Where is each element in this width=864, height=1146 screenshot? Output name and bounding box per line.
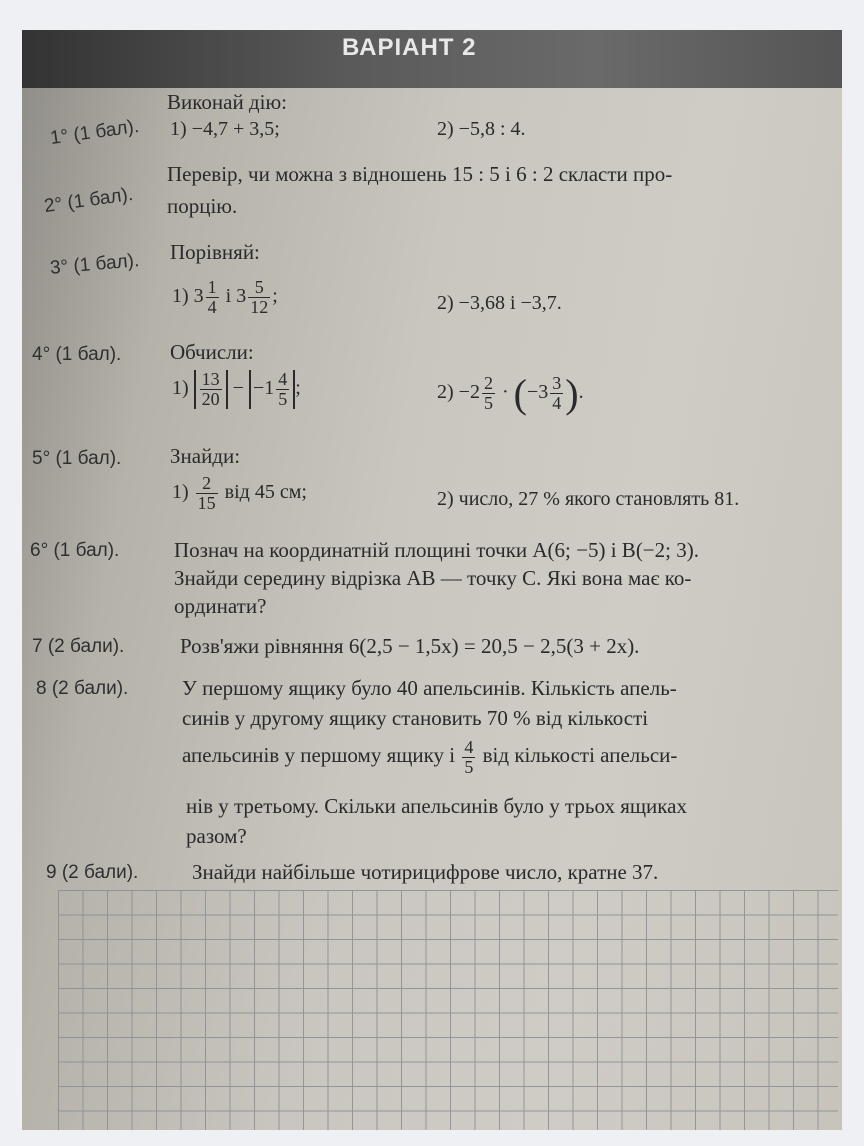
task-number: 2° (1 бал). — [42, 183, 135, 218]
part-label: 1) — [172, 376, 194, 399]
task-text-line-2: порцію. — [167, 194, 238, 218]
task-text-line-5: разом? — [186, 824, 247, 848]
numerator: 2 — [483, 373, 493, 394]
task-number: 8 (2 бали). — [36, 678, 129, 699]
fraction — [462, 738, 475, 777]
task-part-1: 1) −4,7 + 3,5; — [170, 118, 280, 140]
denominator: 12 — [250, 296, 269, 317]
fraction — [200, 370, 222, 409]
operator: − — [227, 376, 249, 399]
task-text: Виконай дію: — [167, 90, 287, 114]
denominator: 5 — [483, 393, 493, 413]
mixed-whole: −1 — [252, 376, 275, 399]
task-part-2: 2) −5,8 : 4. — [437, 118, 526, 140]
numerator: 13 — [201, 369, 220, 389]
connector: і 3 — [220, 284, 247, 307]
numerator: 5 — [248, 278, 270, 298]
task-text-line-1: У першому ящику було 40 апельсинів. Кількість апель- — [182, 676, 677, 700]
denominator: 5 — [278, 388, 288, 409]
task-part-1 — [172, 278, 278, 317]
part-text: від 45 см; — [219, 480, 307, 503]
task-text: Порівняй: — [170, 240, 260, 264]
variant-banner — [22, 30, 842, 88]
denominator: 4 — [207, 296, 217, 317]
fraction — [276, 370, 289, 409]
task-part-2: 2) число, 27 % якого становлять 81. — [437, 488, 740, 510]
numerator: 4 — [464, 737, 474, 757]
task-number: 7 (2 бали). — [32, 636, 125, 657]
task-text-line-3: ординати? — [174, 594, 267, 618]
fraction — [550, 374, 563, 413]
task-text-line-1: Перевір, чи можна з відношень 15 : 5 і 6 : 2 скласти про- — [167, 162, 673, 186]
punct: ; — [272, 284, 278, 307]
numerator: 3 — [552, 373, 562, 394]
open-paren: ( — [513, 371, 527, 416]
task-text-line-2: синів у другому ящику становить 70 % від кількості — [182, 706, 649, 730]
absolute-value — [194, 370, 228, 409]
operator: · — [496, 381, 514, 404]
task-text: Обчисли: — [170, 340, 254, 364]
punct: ; — [295, 376, 301, 399]
task-number: 9 (2 бали). — [46, 862, 139, 883]
task-text-line-3 — [182, 738, 677, 777]
task-text: Знайди: — [170, 444, 241, 468]
part-label: 1) — [172, 480, 194, 503]
close-paren: ) — [565, 371, 579, 416]
punct: . — [578, 381, 584, 404]
line-text: апельсинів у першому ящику і — [182, 743, 461, 768]
task-text: Розв'яжи рівняння 6(2,5 − 1,5x) = 20,5 − 2,5(3 + 2x). — [180, 634, 640, 658]
task-number: 3° (1 бал). — [49, 250, 141, 279]
variant-title: ВАРІАНТ 2 — [342, 34, 477, 61]
workbook-page — [22, 30, 842, 1130]
denominator: 20 — [201, 388, 220, 409]
denominator: 4 — [552, 393, 562, 413]
mixed-whole: −3 — [526, 381, 549, 404]
task-text-line-1: Познач на координатній площині точки A(6; −5) і B(−2; 3). — [174, 538, 699, 562]
absolute-value — [249, 370, 295, 409]
task-part-1 — [172, 370, 301, 409]
task-part-2 — [437, 370, 584, 417]
task-text-line-4: нів у третьому. Скільки апельсинів було у трьох ящиках — [186, 794, 687, 818]
task-text: Знайди найбільше чотирицифрове число, кратне 37. — [192, 860, 659, 884]
numerator: 4 — [278, 369, 288, 389]
task-number: 4° (1 бал). — [32, 344, 122, 365]
fraction — [196, 474, 218, 513]
task-text-line-2: Знайди середину відрізка AB — точку C. Які вона має ко- — [174, 566, 692, 590]
fraction — [206, 278, 219, 317]
line-text: від кількості апельси- — [477, 743, 678, 768]
task-part-1 — [172, 474, 307, 513]
answer-grid — [58, 890, 838, 1130]
denominator: 15 — [197, 492, 216, 513]
numerator: 2 — [196, 474, 218, 494]
task-number: 5° (1 бал). — [32, 448, 122, 469]
denominator: 5 — [464, 756, 474, 777]
task-number: 6° (1 бал). — [30, 540, 120, 561]
mixed-whole: 2) −2 — [437, 381, 480, 404]
task-part-2: 2) −3,68 і −3,7. — [437, 292, 562, 314]
numerator: 1 — [207, 277, 217, 297]
mixed-whole: 1) 3 — [172, 284, 204, 307]
fraction — [482, 374, 495, 413]
fraction — [248, 278, 270, 317]
task-number: 1° (1 бал). — [48, 115, 141, 150]
